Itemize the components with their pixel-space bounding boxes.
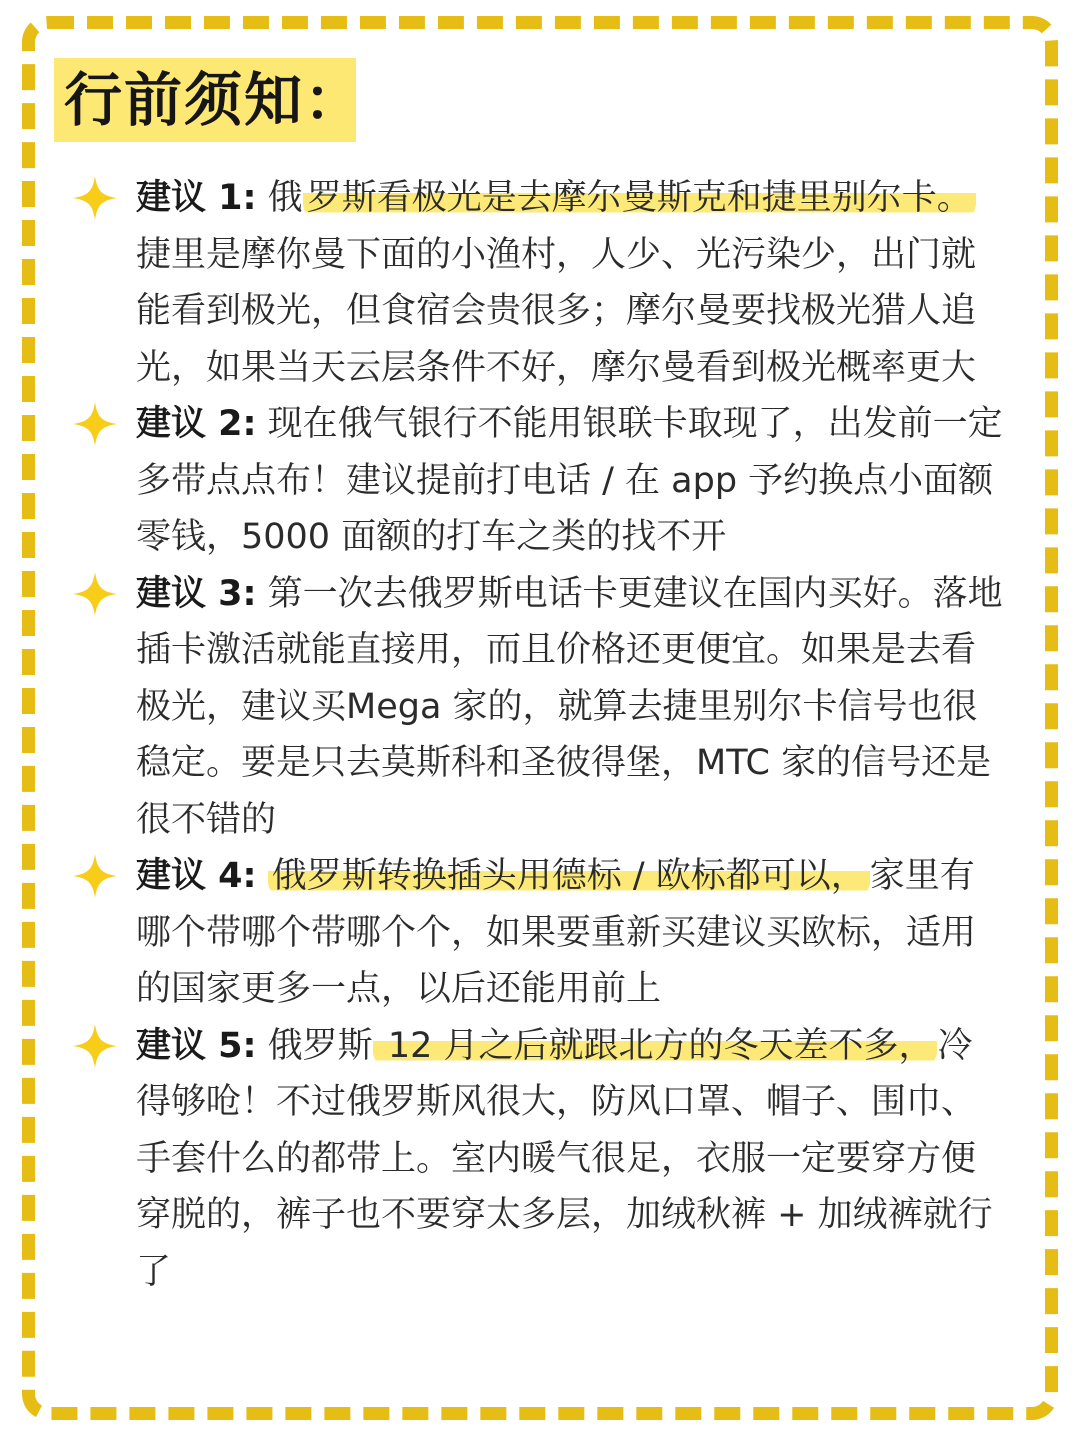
tip-item-4: [0, 848, 1006, 1018]
sparkle-icon: [72, 401, 118, 447]
tip-item-2: [0, 396, 1006, 566]
tip-text-part: 冷得够呛！不过俄罗斯风很大，防风口罩、帽子、围巾、手套什么的都带上。室内暖气很足，衣服一定要穿方便穿脱的，裤子也不要穿太多层，加绒秋裤 + 加绒裤就行了: [136, 1025, 993, 1292]
tip-text: [136, 848, 1006, 1018]
page-title: 行前须知：: [64, 66, 365, 134]
tip-text-part: 捷里是摩你曼下面的小渔村，人少、光污染少，出门就能看到极光，但食宿会贵很多；摩尔曼要找极光猎人追光，如果当天云层条件不好，摩尔曼看到极光概率更大: [136, 234, 977, 388]
sparkle-icon: [72, 175, 118, 221]
tip-text-part: [257, 856, 268, 896]
tip-label: 建议 5:: [136, 1025, 257, 1066]
tip-highlight: 罗斯看极光是去摩尔曼斯克和捷里别尔卡。: [303, 178, 976, 218]
tip-label: 建议 1:: [136, 178, 257, 218]
tip-label: 建议 3:: [136, 573, 257, 614]
sparkle-icon: [72, 853, 118, 899]
tip-text-part: 第一次去俄罗斯电话卡更建议在国内买好。落地插卡激活就能直接用，而且价格还更便宜。如果是去看极光，建议买Mega 家的，就算去捷里别尔卡信号也很稳定。要是只去莫斯科和圣彼得堡，MTC 家的信号还是很不错的: [136, 573, 1003, 840]
tip-item-1: [0, 170, 1006, 396]
tip-item-5: [0, 1018, 1006, 1301]
tip-text: [136, 566, 1006, 849]
sparkle-icon: [72, 571, 118, 617]
tip-label: 建议 4:: [136, 856, 257, 896]
tip-highlight: 俄罗斯转换插头用德标 / 欧标都可以，: [268, 856, 870, 896]
tip-text: [136, 396, 1006, 566]
tip-item-3: [0, 566, 1006, 849]
tip-highlight: 12 月之后就跟北方的冬天差不多，: [373, 1026, 938, 1066]
tip-text-part: 俄: [256, 178, 303, 218]
tip-text-part: 家里有哪个带哪个带哪个个，如果要重新买建议买欧标，适用的国家更多一点，以后还能用前上: [136, 856, 977, 1009]
tips-list: [0, 170, 1080, 1300]
tip-label: 建议 2:: [136, 404, 257, 444]
sparkle-icon: [72, 1023, 118, 1069]
tip-text-part: 俄罗斯: [256, 1025, 373, 1066]
tip-text-part: 现在俄气银行不能用银联卡取现了，出发前一定多带点点布！建议提前打电话 / 在 app 予约换点小面额零钱，5000 面额的打车之类的找不开: [136, 404, 1003, 557]
tip-text: [136, 170, 1006, 396]
tip-text: [136, 1018, 1006, 1301]
